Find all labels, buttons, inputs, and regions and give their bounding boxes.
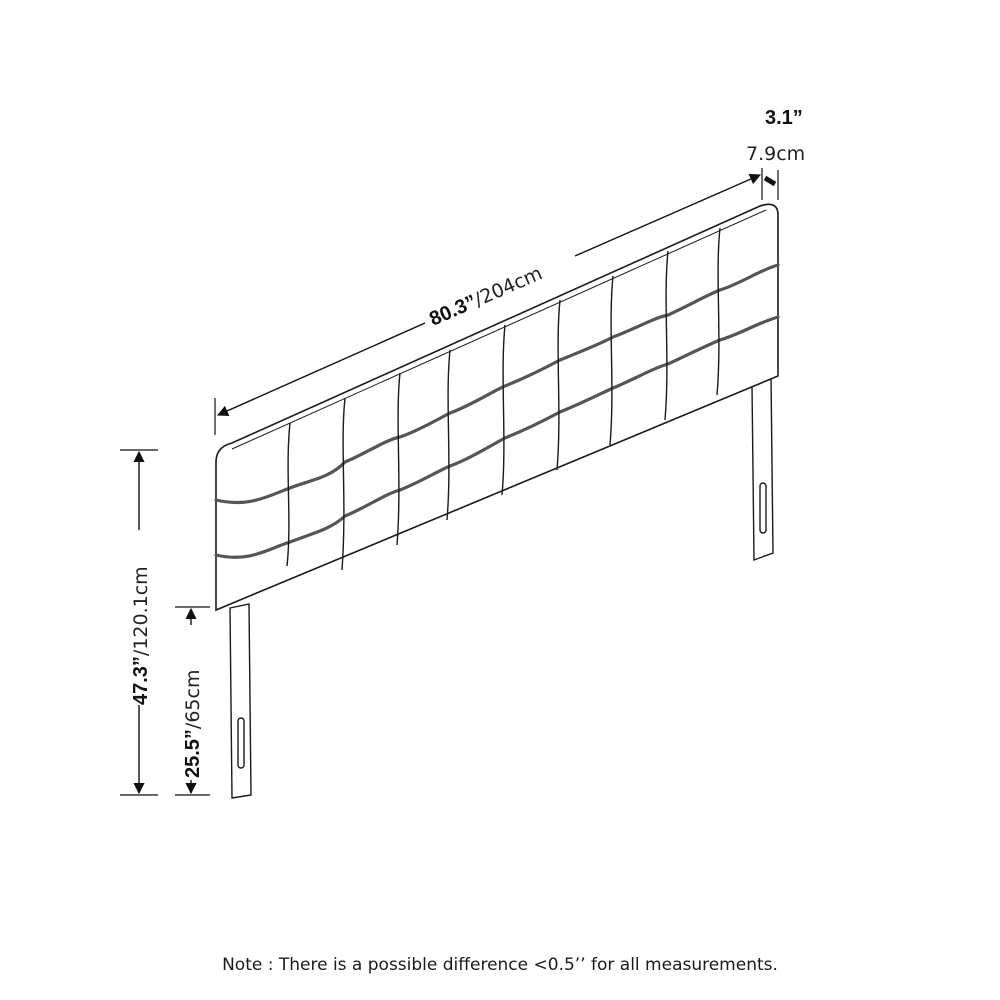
headboard-panel [216,204,778,610]
leg-height-metric: /65cm [182,669,204,730]
left-leg-slot [238,718,244,768]
panel-outline [216,204,778,610]
svg-text:47.3”/120.1cm [130,566,152,705]
leg-height-imperial: 25.5” [182,729,204,778]
total-height-dimension [120,450,158,795]
width-metric: /204cm [471,262,546,312]
measurement-note: Note : There is a possible difference <0.5’’ for all measurements. [222,955,778,975]
svg-text:25.5”/65cm [182,670,204,778]
right-leg-slot [760,483,766,533]
width-imperial: 80.3” [426,290,480,331]
total-height-metric: /120.1cm [130,566,152,657]
depth-imperial: 3.1” [765,107,803,129]
depth-dimension [746,107,805,200]
left-leg [230,604,251,798]
total-height-imperial: 47.3” [130,656,152,705]
leg-height-dimension [175,607,210,795]
depth-metric: 7.9cm [746,143,806,165]
